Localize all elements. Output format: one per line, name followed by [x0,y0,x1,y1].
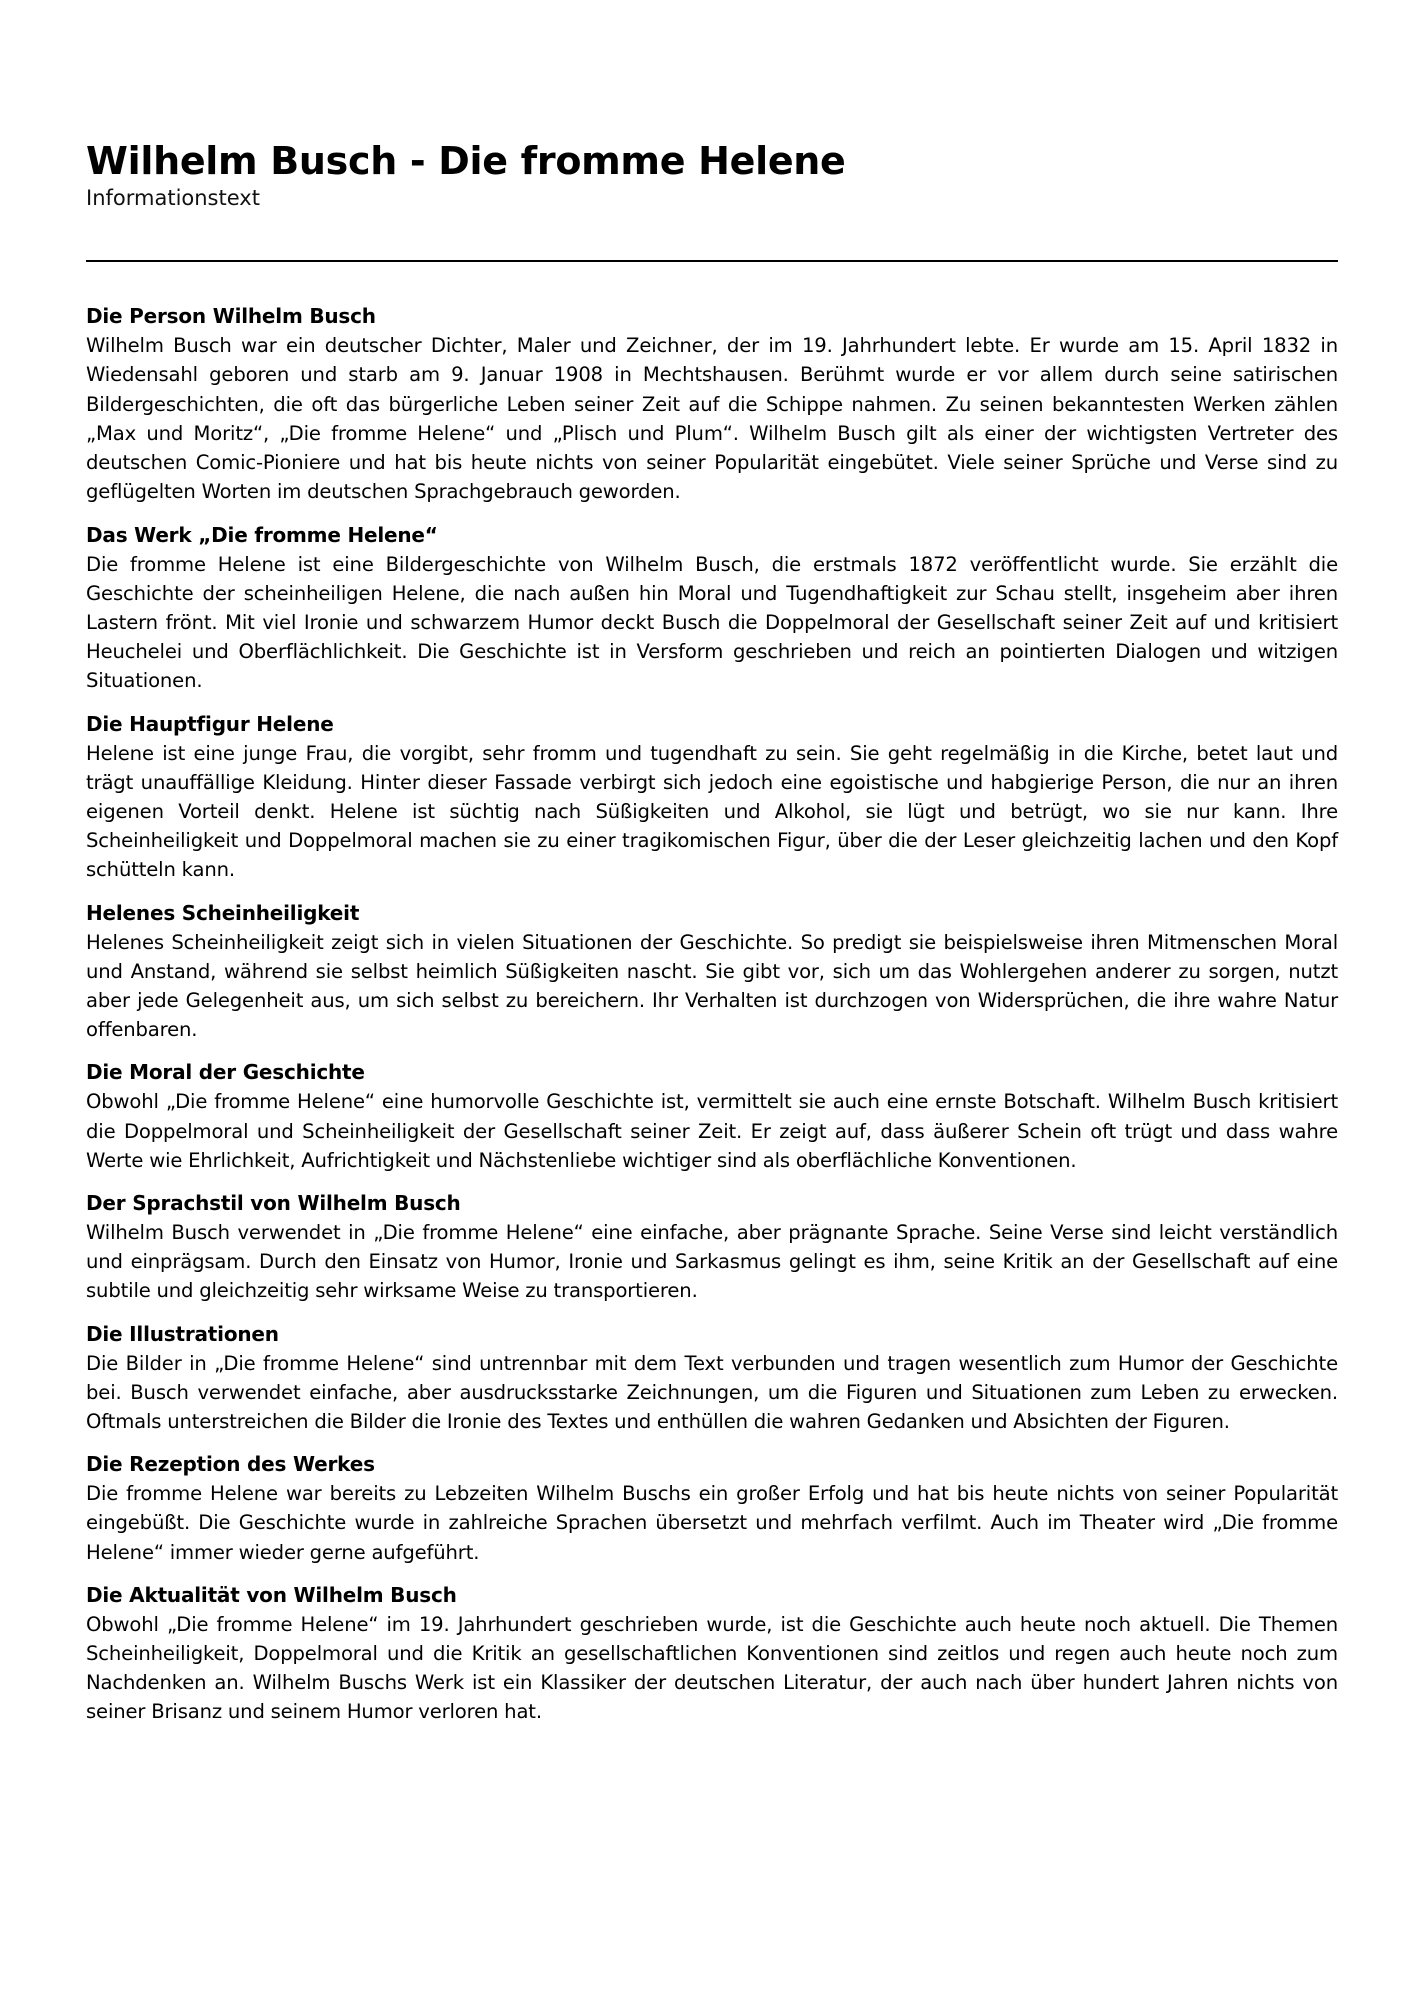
section-person [86,302,1338,506]
section-paragraph: Helenes Scheinheiligkeit zeigt sich in vielen Situationen der Geschichte. So predigt sie beispielsweise ihren Mitmenschen Moral und Anstand, während sie selbst heimlich Süßigkeiten nascht. Sie gibt vor, sich um das Wohlergehen anderer zu sorgen, nutzt aber jede Gelegenheit aus, um sich selbst zu bereichern. Ihr Verhalten ist durchzogen von Widersprüchen, die ihre wahre Natur offenbaren. [86,930,1338,1042]
section-heading: Die Rezeption des Werkes [86,1452,375,1477]
document-page [86,139,1338,1741]
section-scheinheiligkeit [86,899,1338,1045]
section-paragraph: Wilhelm Busch verwendet in „Die fromme Helene“ eine einfache, aber prägnante Sprache. Seine Verse sind leicht verständlich und einprägsam. Durch den Einsatz von Humor, Ironie und Sarkasmus gelingt es ihm, seine Kritik an der Gesellschaft auf eine subtile und gleichzeitig sehr wirksame Weise zu transportieren. [86,1220,1338,1303]
section-paragraph: Die Bilder in „Die fromme Helene“ sind untrennbar mit dem Text verbunden und tragen wesentlich zum Humor der Geschichte bei. Busch verwendet einfache, aber ausdrucksstarke Zeichnungen, um die Figuren und Situationen zum Leben zu erwecken. Oftmals unterstreichen die Bilder die Ironie des Textes und enthüllen die wahren Gedanken und Absichten der Figuren. [86,1351,1338,1433]
document-subtitle: Informationstext [86,185,260,210]
section-heading: Die Person Wilhelm Busch [86,304,376,329]
section-moral [86,1058,1338,1175]
section-paragraph: Obwohl „Die fromme Helene“ im 19. Jahrhundert geschrieben wurde, ist die Geschichte auch heute noch aktuell. Die Themen Scheinheiligkeit, Doppelmoral und die Kritik an gesellschaftlichen Konventionen sind zeitlos und regen auch heute noch zum Nachdenken an. Wilhelm Buschs Werk ist ein Klassiker der deutschen Literatur, der auch nach über hundert Jahren nichts von seiner Brisanz und seinem Humor verloren hat. [86,1612,1338,1724]
section-aktualitaet [86,1581,1338,1727]
section-werk [86,521,1338,696]
document-title: Wilhelm Busch - Die fromme Helene [86,139,846,183]
section-paragraph: Die fromme Helene ist eine Bildergeschichte von Wilhelm Busch, die erstmals 1872 veröffentlicht wurde. Sie erzählt die Geschichte der scheinheiligen Helene, die nach außen hin Moral und Tugendhaftigkeit zur Schau stellt, insgeheim aber ihren Lastern frönt. Mit viel Ironie und schwarzem Humor deckt Busch die Doppelmoral der Gesellschaft seiner Zeit auf und kritisiert Heuchelei und Oberflächlichkeit. Die Geschichte ist in Versform geschrieben und reich an pointierten Dialogen und witzigen Situationen. [86,552,1338,693]
section-heading: Der Sprachstil von Wilhelm Busch [86,1190,461,1215]
section-heading: Die Hauptfigur Helene [86,711,334,736]
section-rezeption [86,1450,1338,1567]
title-divider [86,260,1338,262]
section-illustrationen [86,1320,1338,1437]
section-sprachstil [86,1189,1338,1306]
section-heading: Die Illustrationen [86,1321,279,1346]
section-paragraph: Obwohl „Die fromme Helene“ eine humorvolle Geschichte ist, vermittelt sie auch eine ernste Botschaft. Wilhelm Busch kritisiert die Doppelmoral und Scheinheiligkeit der Gesellschaft seiner Zeit. Er zeigt auf, dass äußerer Schein oft trügt und dass wahre Werte wie Ehrlichkeit, Aufrichtigkeit und Nächstenliebe wichtiger sind als oberflächliche Konventionen. [86,1090,1338,1172]
section-paragraph: Helene ist eine junge Frau, die vorgibt, sehr fromm und tugendhaft zu sein. Sie geht regelmäßig in die Kirche, betet laut und trägt unauffällige Kleidung. Hinter dieser Fassade verbirgt sich jedoch eine egoistische und habgierige Person, die nur an ihren eigenen Vorteil denkt. Helene ist süchtig nach Süßigkeiten und Alkohol, sie lügt und betrügt, wo sie nur kann. Ihre Scheinheiligkeit und Doppelmoral machen sie zu einer tragikomischen Figur, über die der Leser gleichzeitig lachen und den Kopf schütteln kann. [86,741,1338,882]
section-heading: Die Moral der Geschichte [86,1060,365,1085]
section-paragraph: Wilhelm Busch war ein deutscher Dichter, Maler und Zeichner, der im 19. Jahrhundert lebte. Er wurde am 15. April 1832 in Wiedensahl geboren und starb am 9. Januar 1908 in Mechtshausen. Berühmt wurde er vor allem durch seine satirischen Bildergeschichten, die oft das bürgerliche Leben seiner Zeit auf die Schippe nahmen. Zu seinen bekanntesten Werken zählen „Max und Moritz“, „Die fromme Helene“ und „Plisch und Plum“. Wilhelm Busch gilt als einer der wichtigsten Vertreter des deutschen Comic-Pioniere und hat bis heute nichts von seiner Popularität eingebütet. Viele seiner Sprüche und Verse sind zu geflügelten Worten im deutschen Sprachgebrauch geworden. [86,334,1338,504]
section-heading: Die Aktualität von Wilhelm Busch [86,1582,457,1607]
section-paragraph: Die fromme Helene war bereits zu Lebzeiten Wilhelm Buschs ein großer Erfolg und hat bis heute nichts von seiner Popularität eingebüßt. Die Geschichte wurde in zahlreiche Sprachen übersetzt und mehrfach verfilmt. Auch im Theater wird „Die fromme Helene“ immer wieder gerne aufgeführt. [86,1482,1338,1564]
section-heading: Das Werk „Die fromme Helene“ [86,522,438,547]
section-hauptfigur [86,710,1338,885]
section-heading: Helenes Scheinheiligkeit [86,900,360,925]
